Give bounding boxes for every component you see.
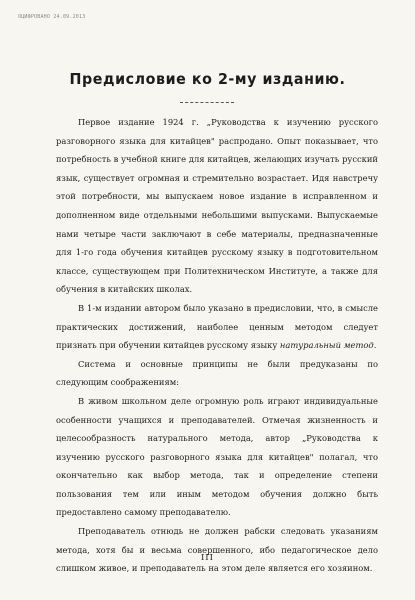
paragraph-2-text: В 1-м издании автором было указано в предисловии, что, в смысле практических достижений, наиболее ценным методом следует признать при обучении китайцев русскому языку [56,302,378,351]
paragraph-1-text: Первое издание 1924 г. „Руководства к изучению русского разговорного языка для китайцев" распродано. Опыт показывает, что потребность в учебной книге для китайцев, желающих изучать русский язык, существует огромная и стремительно возрастает. Идя навстречу этой потребности, мы выпускаем новое издание в исправленном и дополненном виде отдельными небольшими выпусками. Выпускаемые нами четыре части заключают в себе материалы, предназначенные для 1-го года обучения китайцев русскому языку в подготовительном классе, существующем при Политехническом Институте, а также для обучения в китайских школах. [56,117,378,295]
paragraph-5-text: Преподаватель отнюдь не должен рабски следовать указаниям метода, хотя бы и весьма совершенного, ибо педагогическое дело слишком живое, и преподаватель на этом деле является его хозяином. [56,526,378,574]
paragraph-5 [56,522,378,578]
digitization-stamp: ОЦИФРОВАНО 24.09.2013 [18,14,86,20]
paragraph-1 [56,113,378,299]
paragraph-3 [56,355,378,392]
page-number: III [200,553,215,563]
title-divider [180,102,234,103]
paragraph-2 [56,299,378,355]
page-title: Предисловие ко 2-му изданию. [69,70,346,88]
paragraph-4 [56,392,378,522]
paragraph-2-italic: натуральный метод. [279,340,377,351]
paragraph-4-text: В живом школьном деле огромную роль играют индивидуальные особенности учащихся и преподавателей. Отмечая жизненность и целесообразность натурального метода, автор „Руководства к изучению русского разговорного языка для китайцев" полагал, что окончательно как выбор метода, так и определение степени пользования тем или иным методом обучения должно быть предоставлено самому преподавателю. [56,395,378,518]
paragraph-3-text: Система и основные принципы не были предуказаны по следующим соображениям: [56,358,378,388]
preface-body [56,113,378,578]
